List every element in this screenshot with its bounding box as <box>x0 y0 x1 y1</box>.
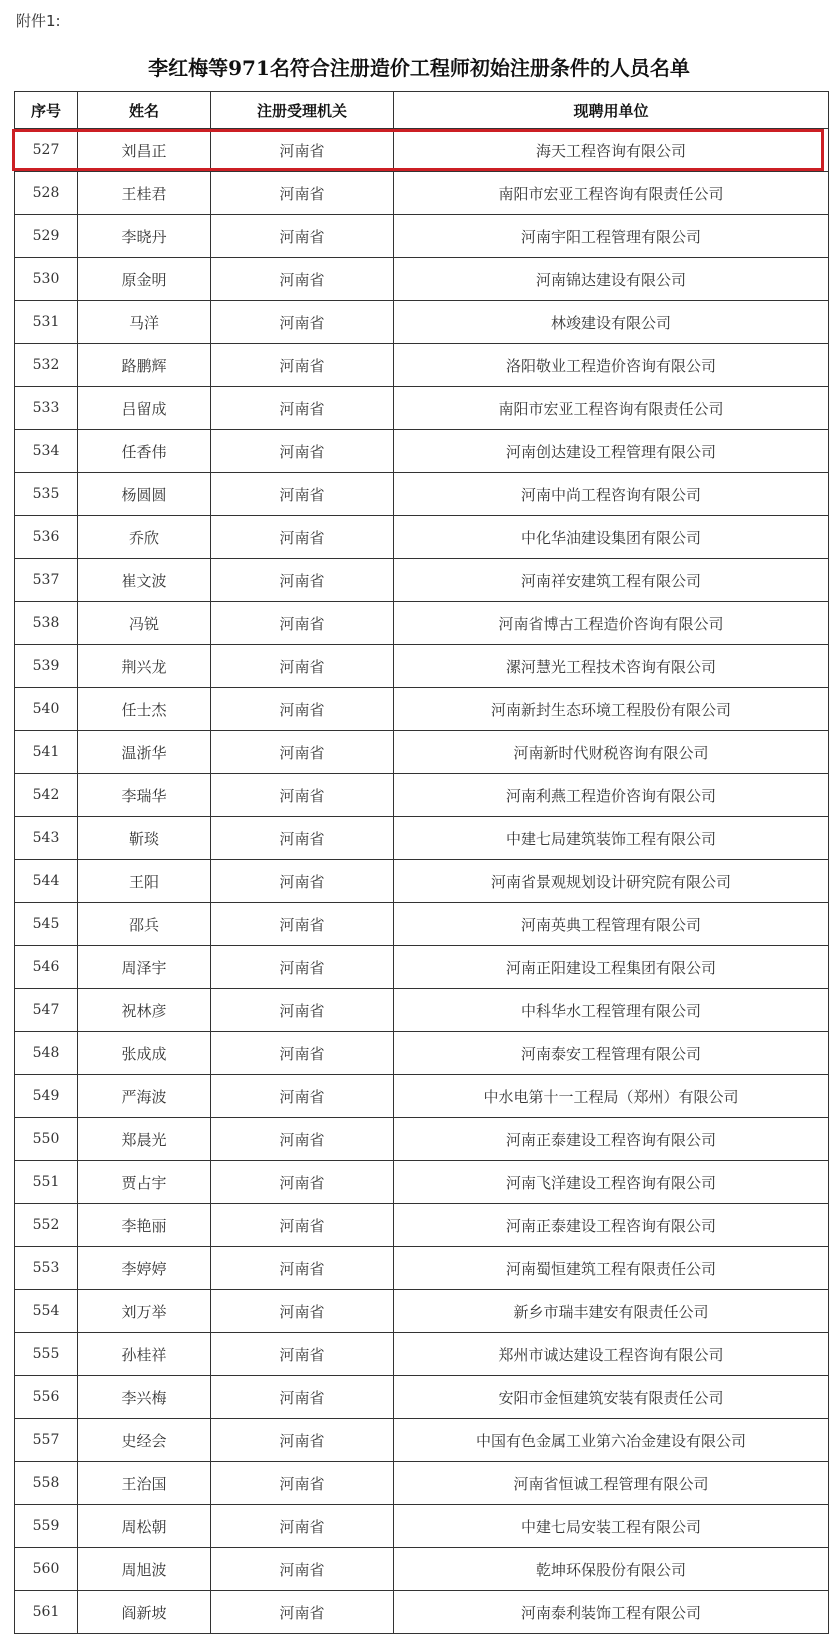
cell-registration-authority: 河南省 <box>211 516 394 559</box>
cell-serial-number: 551 <box>15 1161 78 1204</box>
cell-registration-authority: 河南省 <box>211 1247 394 1290</box>
cell-name: 任香伟 <box>78 430 211 473</box>
cell-registration-authority: 河南省 <box>211 989 394 1032</box>
cell-registration-authority: 河南省 <box>211 1376 394 1419</box>
cell-serial-number: 554 <box>15 1290 78 1333</box>
cell-serial-number: 561 <box>15 1591 78 1634</box>
cell-current-employer: 河南正泰建设工程咨询有限公司 <box>394 1118 829 1161</box>
cell-serial-number: 536 <box>15 516 78 559</box>
cell-serial-number: 531 <box>15 301 78 344</box>
table-row <box>15 387 829 430</box>
document-title: 李红梅等971名符合注册造价工程师初始注册条件的人员名单 <box>148 56 690 80</box>
cell-name: 周松朝 <box>78 1505 211 1548</box>
cell-name: 杨圆圆 <box>78 473 211 516</box>
cell-current-employer: 河南中尚工程咨询有限公司 <box>394 473 829 516</box>
table-row <box>15 172 829 215</box>
table-header-row <box>15 92 829 129</box>
cell-current-employer: 乾坤环保股份有限公司 <box>394 1548 829 1591</box>
cell-current-employer: 中水电第十一工程局（郑州）有限公司 <box>394 1075 829 1118</box>
cell-current-employer: 林竣建设有限公司 <box>394 301 829 344</box>
cell-name: 郑晨光 <box>78 1118 211 1161</box>
cell-registration-authority: 河南省 <box>211 1333 394 1376</box>
cell-name: 祝林彦 <box>78 989 211 1032</box>
cell-serial-number: 557 <box>15 1419 78 1462</box>
cell-serial-number: 543 <box>15 817 78 860</box>
cell-current-employer: 中科华水工程管理有限公司 <box>394 989 829 1032</box>
cell-name: 崔文波 <box>78 559 211 602</box>
cell-registration-authority: 河南省 <box>211 473 394 516</box>
table-row <box>15 860 829 903</box>
table-row <box>15 1376 829 1419</box>
cell-current-employer: 河南正阳建设工程集团有限公司 <box>394 946 829 989</box>
table-row <box>15 946 829 989</box>
cell-serial-number: 556 <box>15 1376 78 1419</box>
cell-serial-number: 533 <box>15 387 78 430</box>
cell-registration-authority: 河南省 <box>211 1075 394 1118</box>
cell-name: 李艳丽 <box>78 1204 211 1247</box>
cell-name: 冯锐 <box>78 602 211 645</box>
cell-serial-number: 534 <box>15 430 78 473</box>
cell-serial-number: 539 <box>15 645 78 688</box>
table-row <box>15 1333 829 1376</box>
cell-current-employer: 新乡市瑞丰建安有限责任公司 <box>394 1290 829 1333</box>
cell-current-employer: 河南利燕工程造价咨询有限公司 <box>394 774 829 817</box>
cell-name: 温浙华 <box>78 731 211 774</box>
cell-current-employer: 河南飞洋建设工程咨询有限公司 <box>394 1161 829 1204</box>
cell-name: 周泽宇 <box>78 946 211 989</box>
cell-registration-authority: 河南省 <box>211 1161 394 1204</box>
cell-current-employer: 郑州市诚达建设工程咨询有限公司 <box>394 1333 829 1376</box>
cell-current-employer: 中化华油建设集团有限公司 <box>394 516 829 559</box>
cell-registration-authority: 河南省 <box>211 1419 394 1462</box>
cell-name: 李婷婷 <box>78 1247 211 1290</box>
cell-serial-number: 552 <box>15 1204 78 1247</box>
cell-name: 周旭波 <box>78 1548 211 1591</box>
cell-name: 严海波 <box>78 1075 211 1118</box>
table-row <box>15 559 829 602</box>
table-row <box>15 774 829 817</box>
table-body <box>15 129 829 1634</box>
cell-registration-authority: 河南省 <box>211 946 394 989</box>
table-row <box>15 344 829 387</box>
cell-name: 原金明 <box>78 258 211 301</box>
cell-current-employer: 河南省博古工程造价咨询有限公司 <box>394 602 829 645</box>
cell-name: 王治国 <box>78 1462 211 1505</box>
cell-current-employer: 河南新封生态环境工程股份有限公司 <box>394 688 829 731</box>
cell-registration-authority: 河南省 <box>211 688 394 731</box>
table-row <box>15 1118 829 1161</box>
table-row <box>15 1548 829 1591</box>
cell-registration-authority: 河南省 <box>211 645 394 688</box>
table-row <box>15 129 829 172</box>
cell-serial-number: 532 <box>15 344 78 387</box>
cell-registration-authority: 河南省 <box>211 1032 394 1075</box>
cell-registration-authority: 河南省 <box>211 215 394 258</box>
cell-current-employer: 中建七局安装工程有限公司 <box>394 1505 829 1548</box>
cell-registration-authority: 河南省 <box>211 559 394 602</box>
cell-serial-number: 541 <box>15 731 78 774</box>
cell-name: 马洋 <box>78 301 211 344</box>
cell-current-employer: 河南新时代财税咨询有限公司 <box>394 731 829 774</box>
cell-name: 阎新坡 <box>78 1591 211 1634</box>
cell-serial-number: 546 <box>15 946 78 989</box>
header-serial-number: 序号 <box>15 92 78 129</box>
cell-name: 贾占宇 <box>78 1161 211 1204</box>
cell-name: 王阳 <box>78 860 211 903</box>
cell-registration-authority: 河南省 <box>211 602 394 645</box>
cell-current-employer: 海天工程咨询有限公司 <box>394 129 829 172</box>
cell-serial-number: 550 <box>15 1118 78 1161</box>
table-row <box>15 258 829 301</box>
table-row <box>15 1075 829 1118</box>
cell-serial-number: 537 <box>15 559 78 602</box>
cell-serial-number: 530 <box>15 258 78 301</box>
cell-current-employer: 河南锦达建设有限公司 <box>394 258 829 301</box>
table-row <box>15 903 829 946</box>
table-row <box>15 1161 829 1204</box>
cell-serial-number: 555 <box>15 1333 78 1376</box>
cell-registration-authority: 河南省 <box>211 817 394 860</box>
header-current-employer: 现聘用单位 <box>394 92 829 129</box>
table-row <box>15 731 829 774</box>
cell-registration-authority: 河南省 <box>211 258 394 301</box>
cell-serial-number: 548 <box>15 1032 78 1075</box>
cell-current-employer: 河南蜀恒建筑工程有限责任公司 <box>394 1247 829 1290</box>
cell-serial-number: 527 <box>15 129 78 172</box>
header-name: 姓名 <box>78 92 211 129</box>
roster-table <box>14 91 829 1634</box>
cell-name: 邵兵 <box>78 903 211 946</box>
cell-registration-authority: 河南省 <box>211 1290 394 1333</box>
header-registration-authority: 注册受理机关 <box>211 92 394 129</box>
cell-serial-number: 535 <box>15 473 78 516</box>
table-row <box>15 1591 829 1634</box>
table-row <box>15 215 829 258</box>
cell-name: 李兴梅 <box>78 1376 211 1419</box>
cell-registration-authority: 河南省 <box>211 1548 394 1591</box>
table-row <box>15 1032 829 1075</box>
cell-name: 张成成 <box>78 1032 211 1075</box>
cell-registration-authority: 河南省 <box>211 172 394 215</box>
cell-serial-number: 559 <box>15 1505 78 1548</box>
table-row <box>15 1247 829 1290</box>
cell-current-employer: 安阳市金恒建筑安装有限责任公司 <box>394 1376 829 1419</box>
cell-name: 李瑞华 <box>78 774 211 817</box>
cell-registration-authority: 河南省 <box>211 1118 394 1161</box>
cell-current-employer: 洛阳敬业工程造价咨询有限公司 <box>394 344 829 387</box>
cell-registration-authority: 河南省 <box>211 903 394 946</box>
cell-serial-number: 540 <box>15 688 78 731</box>
cell-serial-number: 529 <box>15 215 78 258</box>
cell-current-employer: 中建七局建筑装饰工程有限公司 <box>394 817 829 860</box>
cell-serial-number: 542 <box>15 774 78 817</box>
cell-registration-authority: 河南省 <box>211 1591 394 1634</box>
cell-serial-number: 528 <box>15 172 78 215</box>
cell-serial-number: 545 <box>15 903 78 946</box>
table-row <box>15 516 829 559</box>
table-row <box>15 1505 829 1548</box>
table-row <box>15 1419 829 1462</box>
cell-current-employer: 河南宇阳工程管理有限公司 <box>394 215 829 258</box>
cell-current-employer: 南阳市宏亚工程咨询有限责任公司 <box>394 387 829 430</box>
cell-serial-number: 538 <box>15 602 78 645</box>
cell-current-employer: 河南省恒诚工程管理有限公司 <box>394 1462 829 1505</box>
table-row <box>15 989 829 1032</box>
cell-current-employer: 南阳市宏亚工程咨询有限责任公司 <box>394 172 829 215</box>
cell-registration-authority: 河南省 <box>211 387 394 430</box>
cell-registration-authority: 河南省 <box>211 129 394 172</box>
cell-name: 吕留成 <box>78 387 211 430</box>
cell-serial-number: 558 <box>15 1462 78 1505</box>
cell-name: 刘万举 <box>78 1290 211 1333</box>
cell-serial-number: 544 <box>15 860 78 903</box>
table-row <box>15 688 829 731</box>
cell-registration-authority: 河南省 <box>211 774 394 817</box>
cell-name: 靳琰 <box>78 817 211 860</box>
cell-name: 荆兴龙 <box>78 645 211 688</box>
cell-name: 王桂君 <box>78 172 211 215</box>
cell-current-employer: 河南正泰建设工程咨询有限公司 <box>394 1204 829 1247</box>
cell-registration-authority: 河南省 <box>211 430 394 473</box>
cell-current-employer: 河南创达建设工程管理有限公司 <box>394 430 829 473</box>
cell-registration-authority: 河南省 <box>211 1204 394 1247</box>
cell-current-employer: 中国有色金属工业第六冶金建设有限公司 <box>394 1419 829 1462</box>
table-row <box>15 602 829 645</box>
cell-current-employer: 河南泰安工程管理有限公司 <box>394 1032 829 1075</box>
table-row <box>15 645 829 688</box>
table-row <box>15 301 829 344</box>
cell-registration-authority: 河南省 <box>211 1462 394 1505</box>
cell-name: 乔欣 <box>78 516 211 559</box>
cell-name: 史经会 <box>78 1419 211 1462</box>
attachment-label: 附件1: <box>16 12 61 30</box>
cell-serial-number: 547 <box>15 989 78 1032</box>
cell-registration-authority: 河南省 <box>211 860 394 903</box>
table-row <box>15 1290 829 1333</box>
table-row <box>15 473 829 516</box>
cell-name: 李晓丹 <box>78 215 211 258</box>
cell-current-employer: 河南祥安建筑工程有限公司 <box>394 559 829 602</box>
cell-registration-authority: 河南省 <box>211 731 394 774</box>
cell-name: 路鹏辉 <box>78 344 211 387</box>
cell-current-employer: 河南泰利装饰工程有限公司 <box>394 1591 829 1634</box>
cell-current-employer: 漯河慧光工程技术咨询有限公司 <box>394 645 829 688</box>
table-row <box>15 1204 829 1247</box>
cell-serial-number: 560 <box>15 1548 78 1591</box>
cell-name: 孙桂祥 <box>78 1333 211 1376</box>
table-row <box>15 430 829 473</box>
cell-serial-number: 549 <box>15 1075 78 1118</box>
cell-name: 任士杰 <box>78 688 211 731</box>
cell-registration-authority: 河南省 <box>211 344 394 387</box>
cell-registration-authority: 河南省 <box>211 301 394 344</box>
cell-registration-authority: 河南省 <box>211 1505 394 1548</box>
table-row <box>15 817 829 860</box>
cell-current-employer: 河南英典工程管理有限公司 <box>394 903 829 946</box>
cell-current-employer: 河南省景观规划设计研究院有限公司 <box>394 860 829 903</box>
cell-serial-number: 553 <box>15 1247 78 1290</box>
cell-name: 刘昌正 <box>78 129 211 172</box>
table-row <box>15 1462 829 1505</box>
